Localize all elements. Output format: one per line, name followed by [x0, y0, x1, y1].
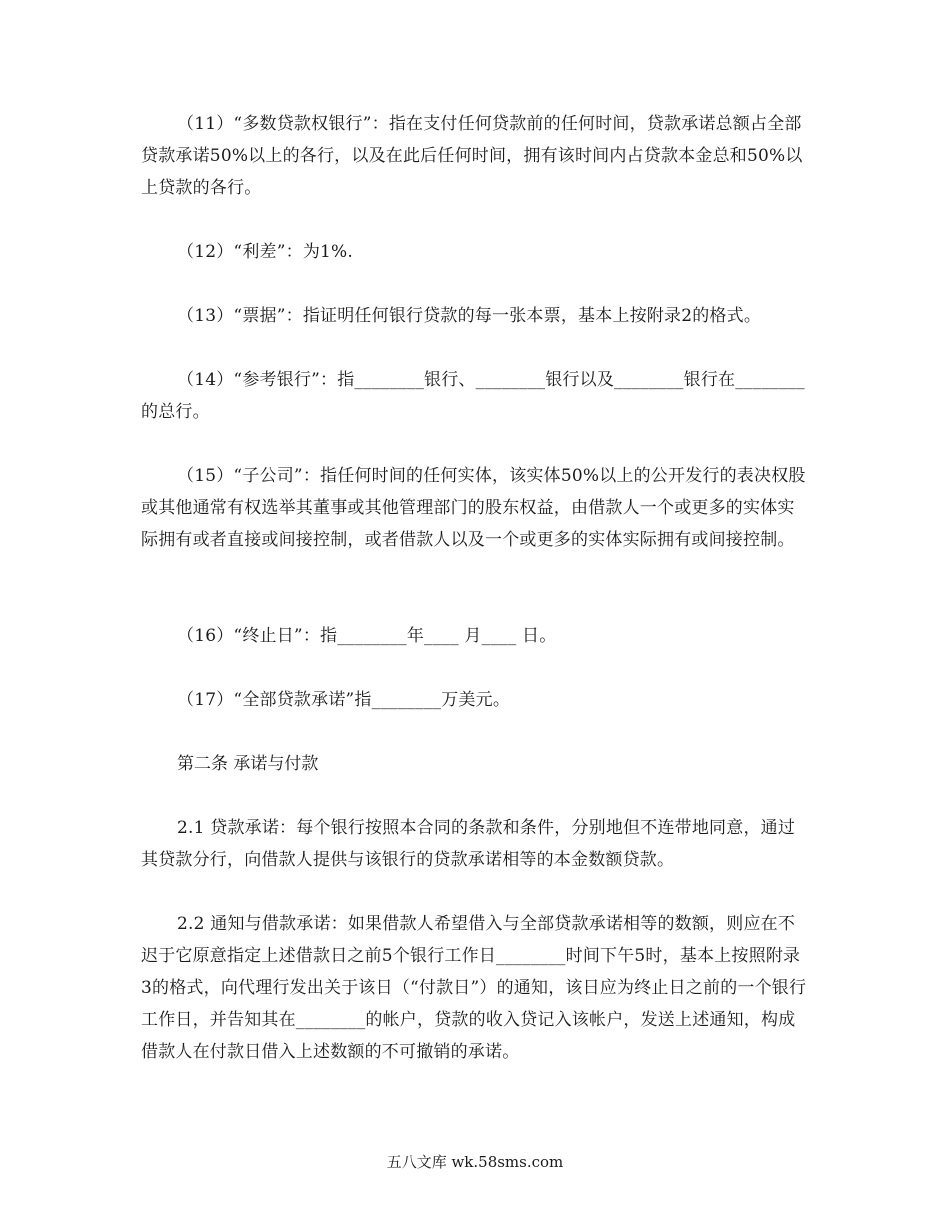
clause-2-2-notice-borrowing: 2.2 通知与借款承诺：如果借款人希望借入与全部贷款承诺相等的数额，则应在不迟于它原意指定上述借款日之前5个银行工作日________时间下午5时，基本上按照附录3的格式，向代理行发出关于该日（“付款日”）的通知，该日应为终止日之前的一个银行工作日，并告知其在________的帐户，贷款的收入贷记入该帐户，发送上述通知，构成借款人在付款日借入上述数额的不可撤销的承诺。: [141, 914, 807, 1062]
clause-14-reference-banks: （14）“参考银行”：指________银行、________银行以及________银行在________的总行。: [141, 370, 805, 422]
clause-12-margin: （12）“利差”：为1%.: [177, 242, 353, 262]
clause-11-majority-banks: （11）“多数贷款权银行”：指在支付任何贷款前的任何时间，贷款承诺总额占全部贷款承诺50%以上的各行，以及在此后任何时间，拥有该时间内占贷款本金总和50%以上贷款的各行。: [141, 114, 803, 198]
article-2-heading: 第二条 承诺与付款: [177, 754, 319, 774]
clause-15-subsidiary: （15）“子公司”：指任何时间的任何实体，该实体50%以上的公开发行的表决权股或其他通常有权选举其董事或其他管理部门的股东权益，由借款人一个或更多的实体实际拥有或者直接或间接控制，或者借款人以及一个或更多的实体实际拥有或间接控制。: [141, 466, 806, 550]
clause-17-total-commitment: （17）“全部贷款承诺”指________万美元。: [177, 690, 511, 710]
clause-2-1-loan-commitment: 2.1 贷款承诺：每个银行按照本合同的条款和条件，分别地但不连带地同意，通过其贷款分行，向借款人提供与该银行的贷款承诺相等的本金数额贷款。: [141, 818, 796, 870]
page-footer-watermark: 五八文库 wk.58sms.com: [386, 1153, 564, 1171]
clause-16-termination-date: （16）“终止日”：指________年____ 月____ 日。: [177, 626, 557, 646]
clause-13-notes: （13）“票据”：指证明任何银行贷款的每一张本票，基本上按附录2的格式。: [177, 306, 762, 326]
